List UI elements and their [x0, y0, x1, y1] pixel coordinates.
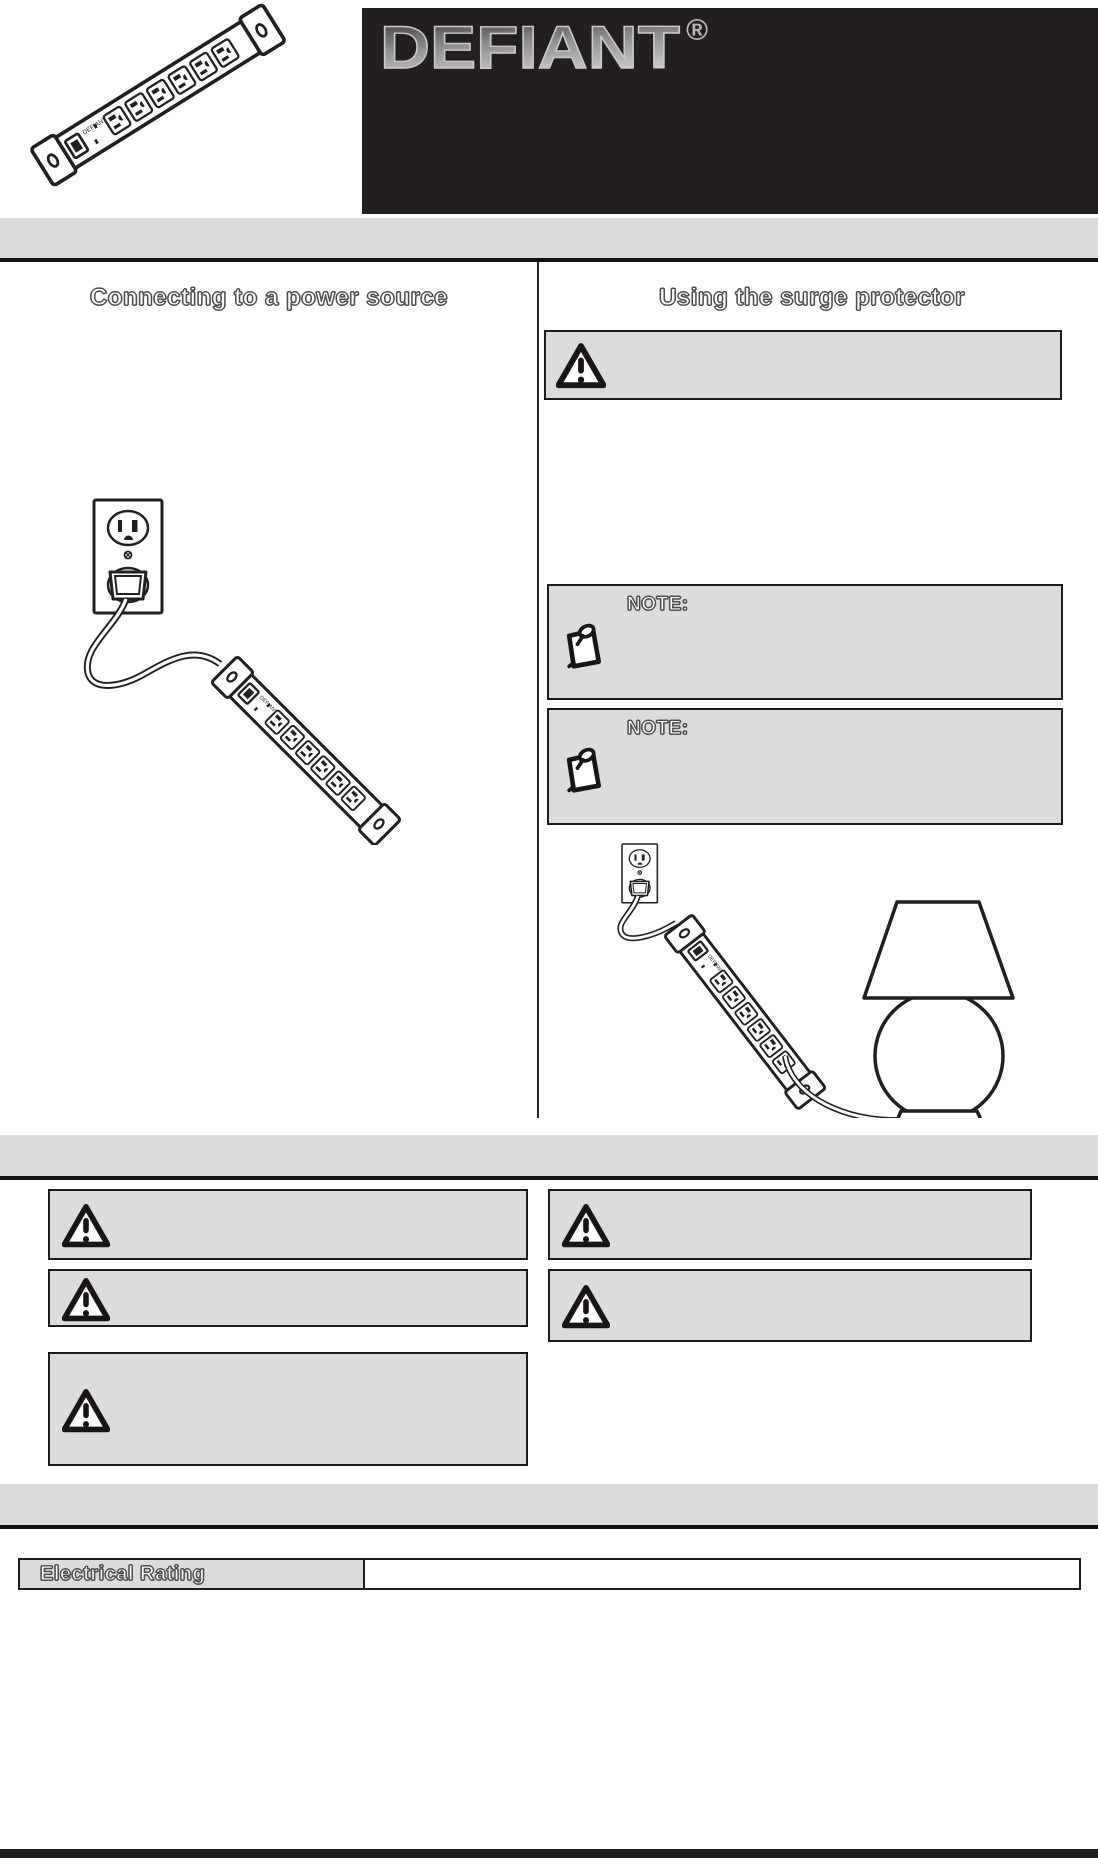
column-divider-rule	[537, 262, 539, 1118]
specs-gray-bar	[0, 1484, 1098, 1529]
warning-triangle-icon	[556, 343, 606, 389]
registered-trademark-symbol: ®	[686, 14, 709, 47]
power-strip-product-image	[8, 0, 300, 192]
power-strip-drawing	[664, 915, 825, 1110]
note-pin-icon	[562, 622, 604, 670]
usage-lamp-illustration	[555, 830, 1095, 1118]
right-section-title: Using the surge protector	[659, 284, 965, 311]
connect-power-illustration	[30, 415, 460, 845]
warning-triangle-icon	[62, 1278, 110, 1322]
warning-box-usage	[544, 330, 1062, 400]
warning-box-2	[548, 1189, 1032, 1260]
cautions-gray-bar	[0, 1135, 1098, 1180]
warning-triangle-icon	[562, 1285, 610, 1329]
note-box-1	[547, 584, 1063, 700]
warning-triangle-icon	[62, 1389, 110, 1433]
electrical-rating-label-cell	[20, 1560, 365, 1588]
wall-outlet-drawing	[622, 844, 657, 903]
power-strip-drawing	[211, 656, 400, 845]
defiant-logo	[376, 12, 816, 92]
note-label: NOTE:	[627, 594, 689, 615]
warning-box-5	[48, 1352, 528, 1466]
wall-outlet-drawing	[94, 500, 162, 613]
note-box-2	[547, 708, 1063, 825]
warning-box-1	[48, 1189, 528, 1260]
header-gray-bar	[0, 218, 1098, 262]
electrical-rating-value-cell	[365, 1560, 1079, 1588]
note-pin-icon	[562, 746, 604, 794]
warning-triangle-icon	[562, 1204, 610, 1248]
page-bottom-rule	[0, 1849, 1098, 1858]
note-label: NOTE:	[627, 718, 689, 739]
lamp-drawing	[864, 902, 1013, 1118]
brand-banner	[362, 8, 1098, 214]
warning-box-4	[548, 1269, 1032, 1342]
electrical-rating-label: Electrical Rating	[40, 1562, 206, 1585]
left-section-title: Connecting to a power source	[89, 284, 449, 311]
electrical-rating-table	[18, 1558, 1081, 1590]
defiant-logo-text: DEFIANT	[380, 14, 680, 81]
warning-box-3	[48, 1269, 528, 1327]
warning-triangle-icon	[62, 1204, 110, 1248]
